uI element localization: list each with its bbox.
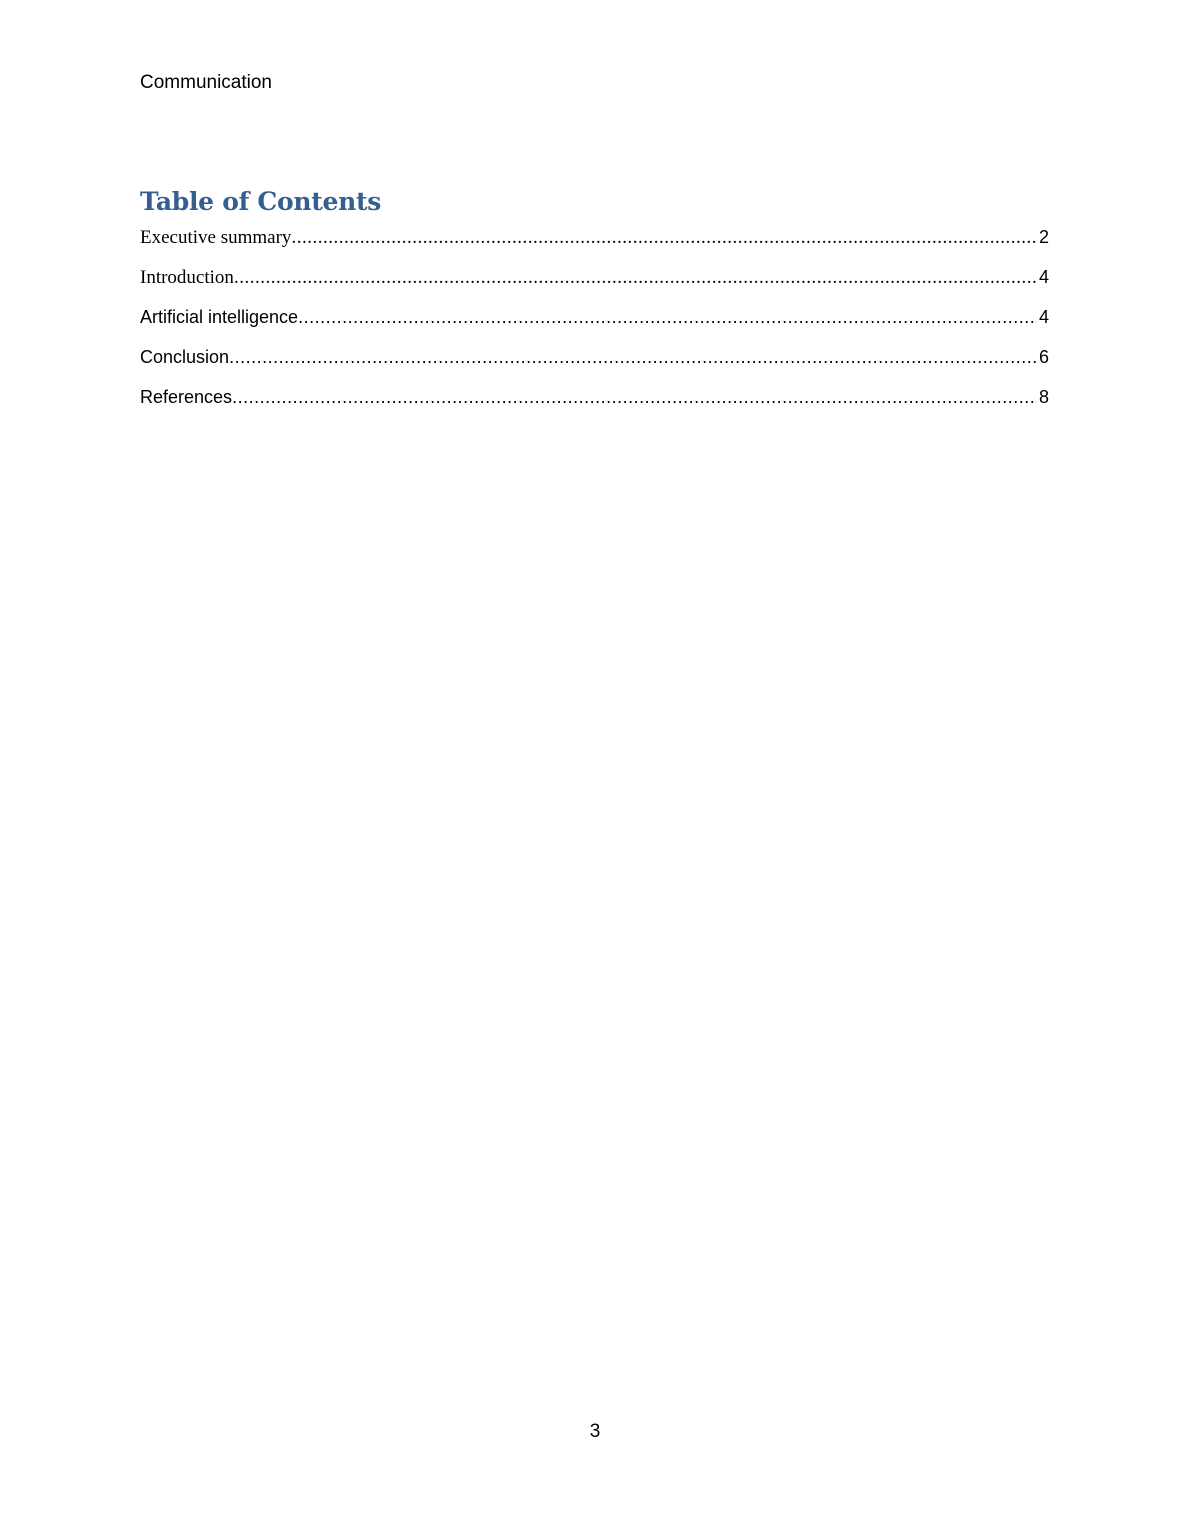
- toc-entry-introduction[interactable]: [140, 265, 1049, 305]
- toc-entry-page: 6: [1038, 347, 1049, 367]
- toc-entry-page: 4: [1038, 267, 1049, 287]
- toc-dot-leader: [232, 385, 1037, 409]
- toc-dot-leader: [229, 345, 1037, 369]
- toc-entry-title: Introduction: [140, 267, 234, 288]
- toc-dot-leader: [234, 266, 1037, 290]
- toc-entry-page: 8: [1038, 387, 1049, 407]
- toc-entry-page: 2: [1038, 227, 1049, 247]
- page-number: 3: [589, 1421, 601, 1442]
- toc-entry-title: References: [140, 387, 233, 407]
- toc-entry-references[interactable]: [140, 385, 1049, 425]
- toc-dot-leader: [291, 226, 1037, 250]
- running-header: Communication: [140, 72, 272, 93]
- toc-heading: Table of Contents: [140, 187, 382, 216]
- toc-entry-title: Executive summary: [140, 227, 292, 248]
- toc-entry-conclusion[interactable]: [140, 345, 1049, 385]
- toc-entry-artificial-intelligence[interactable]: [140, 305, 1049, 345]
- toc-entry-page: 4: [1038, 307, 1049, 327]
- toc-entry-title: Conclusion: [140, 347, 230, 367]
- toc-dot-leader: [298, 305, 1037, 329]
- toc-entry-title: Artificial intelligence: [140, 307, 299, 327]
- toc-entry-executive-summary[interactable]: [140, 225, 1049, 265]
- toc-list: [140, 225, 1049, 425]
